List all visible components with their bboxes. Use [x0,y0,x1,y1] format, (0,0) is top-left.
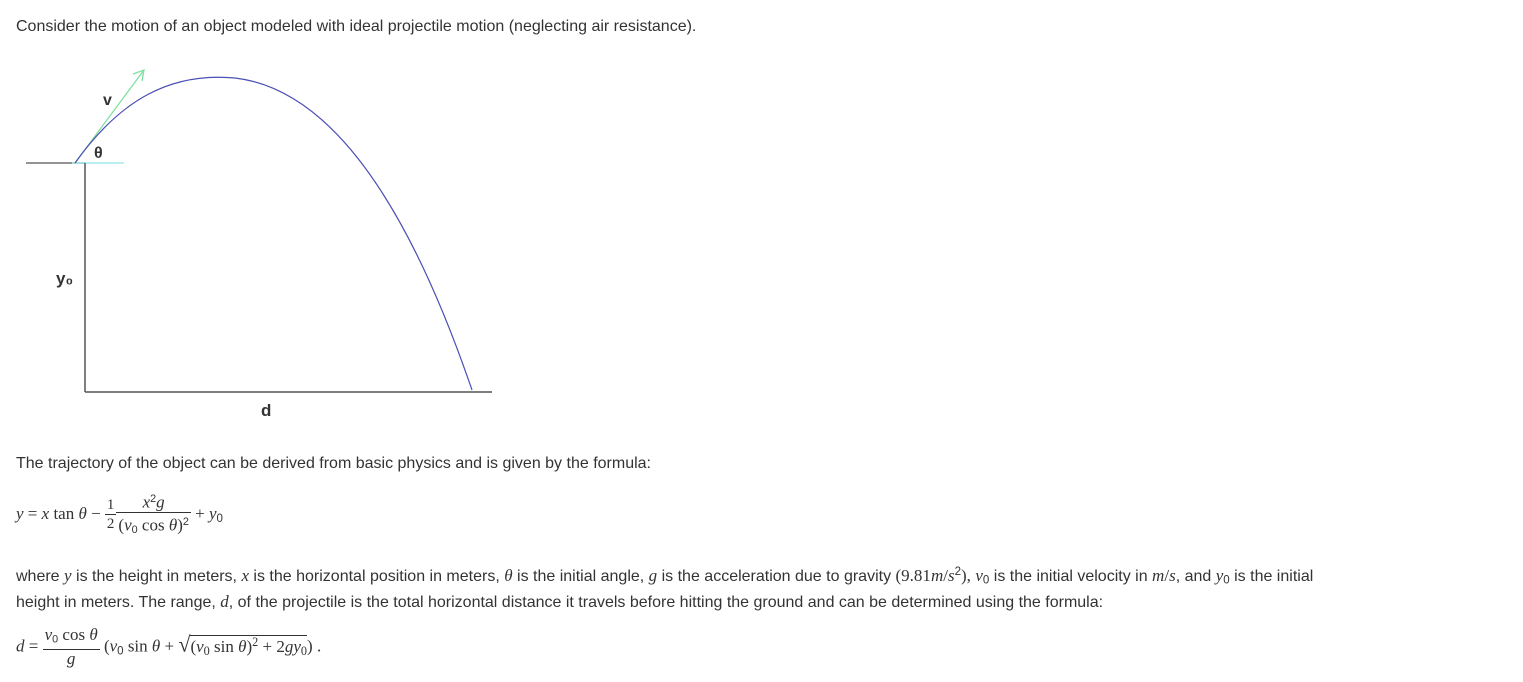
velocity-label: v [103,92,112,109]
trajectory-curve [75,77,472,390]
range-formula: d = $\frac{v_0 \cos \theta}{g}$ ($v_0$ $\sin \theta + √(v_0$ $\sin \theta)^2 + 2gy_0$) . [16,625,322,668]
range-label: d [261,401,272,420]
variables-description: where y is the height in meters, x is the horizontal position in meters, θ is the initial angle, g is the acceleration due to gravity $(9.81m/s^2)$, $v_0$ is the initial velocity in m/s, and $y_0$ is the initial [16,565,1314,587]
range-description: height in meters. The range, d, of the projectile is the total horizontal distance it travels before hitting the ground and can be determined using the formula: [16,592,1104,611]
angle-label: θ [94,145,103,162]
trajectory-formula: y = x tan θ − $\frac{1}{2}$ $\frac{x^2g}{(v_0 \cos \theta)^2}$ + $y_0$ [16,490,223,539]
initial-height-label: y₀ [56,269,74,288]
projectile-diagram [20,60,500,430]
intro-text: Consider the motion of an object modeled with ideal projectile motion (neglecting air resistance). [16,18,697,35]
trajectory-text: The trajectory of the object can be derived from basic physics and is given by the formula: [16,455,651,472]
